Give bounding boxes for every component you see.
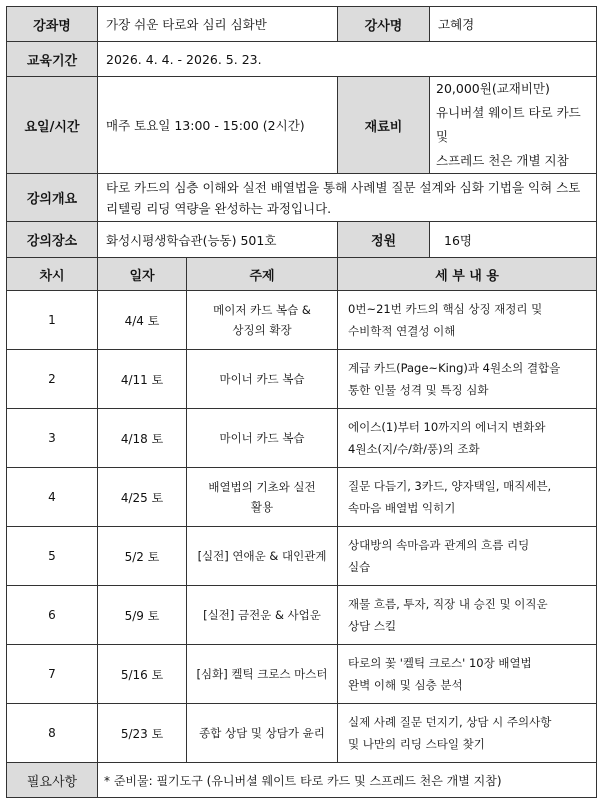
- session-date: 4/18 토: [98, 409, 187, 468]
- schedule-value: 매주 토요일 13:00 - 15:00 (2시간): [98, 77, 338, 174]
- header-detail: 세 부 내 용: [338, 258, 597, 291]
- session-number: 6: [7, 586, 98, 645]
- venue-value: 화성시평생학습관(능동) 501호: [98, 222, 338, 258]
- session-detail: 타로의 꽃 '켈틱 크로스' 10장 배열법 완벽 이해 및 심층 분석: [338, 645, 597, 704]
- session-date: 4/25 토: [98, 468, 187, 527]
- session-detail: 재물 흐름, 투자, 직장 내 승진 및 이직운 상담 스킬: [338, 586, 597, 645]
- instructor-value: 고혜경: [430, 7, 597, 42]
- session-topic: 배열법의 기초와 실전 활용: [187, 468, 338, 527]
- session-detail: 실제 사례 질문 던지기, 상담 시 주의사항 및 나만의 리딩 스타일 찾기: [338, 704, 597, 763]
- session-date: 5/9 토: [98, 586, 187, 645]
- session-topic: 마이너 카드 복습: [187, 350, 338, 409]
- session-number: 2: [7, 350, 98, 409]
- session-topic: 종합 상담 및 상담가 윤리: [187, 704, 338, 763]
- session-topic: 메이저 카드 복습 & 상징의 확장: [187, 291, 338, 350]
- course-title-value: 가장 쉬운 타로와 심리 심화반: [98, 7, 338, 42]
- capacity-value: 16명: [430, 222, 597, 258]
- table-row: [7, 704, 597, 763]
- session-date: 4/11 토: [98, 350, 187, 409]
- session-topic: [실전] 연애운 & 대인관계: [187, 527, 338, 586]
- table-row: [7, 586, 597, 645]
- session-date: 5/2 토: [98, 527, 187, 586]
- capacity-label: 정원: [338, 222, 430, 258]
- session-number: 7: [7, 645, 98, 704]
- course-info-table: [6, 6, 597, 798]
- session-number: 4: [7, 468, 98, 527]
- table-row: [7, 350, 597, 409]
- overview-label: 강의개요: [7, 174, 98, 222]
- overview-value: 타로 카드의 심층 이해와 실전 배열법을 통해 사례별 질문 설계와 심화 기법을 익혀 스토리텔링 리딩 역량을 완성하는 과정입니다.: [98, 174, 597, 222]
- header-session: 차시: [7, 258, 98, 291]
- session-date: 4/4 토: [98, 291, 187, 350]
- session-date: 5/16 토: [98, 645, 187, 704]
- materials-value: 20,000원(교재비만) 유니버셜 웨이트 타로 카드 및 스프레드 천은 개별 지참: [430, 77, 597, 174]
- table-row: [7, 527, 597, 586]
- table-row: [7, 645, 597, 704]
- session-number: 1: [7, 291, 98, 350]
- session-topic: [실전] 금전운 & 사업운: [187, 586, 338, 645]
- session-detail: 0번~21번 카드의 핵심 상징 재정리 및 수비학적 연결성 이해: [338, 291, 597, 350]
- period-label: 교육기간: [7, 42, 98, 77]
- session-topic: [심화] 켈틱 크로스 마스터: [187, 645, 338, 704]
- session-detail: 계급 카드(Page~King)과 4원소의 결합을 통한 인물 성격 및 특징 심화: [338, 350, 597, 409]
- header-topic: 주제: [187, 258, 338, 291]
- venue-label: 강의장소: [7, 222, 98, 258]
- table-row: [7, 291, 597, 350]
- course-title-label: 강좌명: [7, 7, 98, 42]
- session-detail: 질문 다듬기, 3카드, 양자택일, 매직세븐, 속마음 배열법 익히기: [338, 468, 597, 527]
- header-date: 일자: [98, 258, 187, 291]
- session-detail: 에이스(1)부터 10까지의 에너지 변화와 4원소(지/수/화/풍)의 조화: [338, 409, 597, 468]
- schedule-label: 요일/시간: [7, 77, 98, 174]
- session-number: 3: [7, 409, 98, 468]
- session-number: 8: [7, 704, 98, 763]
- instructor-label: 강사명: [338, 7, 430, 42]
- session-detail: 상대방의 속마음과 관계의 흐름 리딩 실습: [338, 527, 597, 586]
- requirements-label: 필요사항: [7, 763, 98, 798]
- session-number: 5: [7, 527, 98, 586]
- requirements-value: * 준비물: 필기도구 (유니버셜 웨이트 타로 카드 및 스프레드 천은 개별 지참): [98, 763, 597, 798]
- period-value: 2026. 4. 4. - 2026. 5. 23.: [98, 42, 597, 77]
- materials-label: 재료비: [338, 77, 430, 174]
- table-row: [7, 409, 597, 468]
- session-date: 5/23 토: [98, 704, 187, 763]
- session-topic: 마이너 카드 복습: [187, 409, 338, 468]
- table-row: [7, 468, 597, 527]
